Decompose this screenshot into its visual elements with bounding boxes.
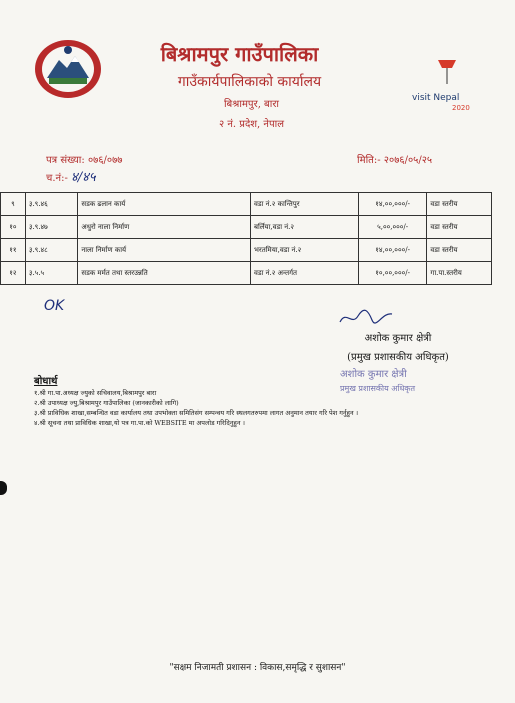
signatory-title: (प्रमुख प्रशासकीय अधिकृत) — [347, 352, 449, 363]
row-amount: १४,००,०००/- — [358, 239, 427, 262]
office-name: बिश्रामपुर गाउँपालिका — [160, 42, 319, 66]
footer-slogan: "सक्षम निजामती प्रशासन : विकास,समृद्धि र सुशासन" — [169, 663, 346, 673]
letter-number — [46, 152, 123, 166]
table-row — [1, 239, 492, 262]
row-serial: ९ — [1, 193, 26, 216]
row-amount: १४,००,०००/- — [358, 193, 427, 216]
row-serial: १२ — [1, 262, 26, 285]
dispatch-number-value: ४/४५ — [71, 170, 96, 185]
row-level: वडा स्तरीय — [427, 193, 492, 216]
letter-number-label: पत्र संख्या: — [46, 155, 85, 166]
stamp-name: अशोक कुमार क्षेत्री — [340, 369, 407, 380]
cc-item: १.श्री गा.पा.अध्यक्ष ज्युको सचिवालय,बिश्रामपुर बारा — [34, 389, 157, 397]
stamp-title: प्रमुख प्रशासकीय अधिकृत — [340, 384, 416, 393]
row-code: ३.५.५ — [25, 262, 78, 285]
row-work-title: सडक ढलान कार्य — [78, 193, 251, 216]
row-location: बर्लिया,वडा नं.२ — [250, 216, 358, 239]
row-location: वडा नं.२ कान्तिपुर — [250, 193, 358, 216]
row-code: ३.९.४८ — [25, 239, 78, 262]
letter-date-label: मिति:- — [357, 155, 381, 166]
row-serial: १० — [1, 216, 26, 239]
visit-logo-year: 2020 — [452, 104, 470, 112]
signatory-name: अशोक कुमार क्षेत्री — [364, 333, 432, 344]
works-table — [0, 192, 492, 285]
row-amount: १०,००,०००/- — [358, 262, 427, 285]
visit-nepal-logo — [408, 54, 488, 114]
row-location: भरतमिया,वडा नं.२ — [250, 239, 358, 262]
letter-date — [357, 152, 432, 166]
dispatch-number — [46, 167, 96, 185]
cc-item: २.श्री उपाध्यक्ष ज्यु,बिश्रामपुर गाउँपालिका (जानकारीको लागि) — [34, 399, 179, 407]
visit-logo-text: visit Nepal — [412, 93, 460, 103]
cc-item: ४.श्री सूचना तथा प्राविधिक शाखा,यो पत्र गा.पा.को WEBSITE मा अपलोड गरिदिनुहुन । — [34, 419, 245, 427]
dispatch-number-label: च.नं:- — [46, 173, 68, 184]
handwritten-mark: OK — [44, 298, 65, 314]
row-serial: ११ — [1, 239, 26, 262]
table-row — [1, 262, 492, 285]
row-work-title: अधुरो नाला निर्माण — [78, 216, 251, 239]
row-code: ३.९.४६ — [25, 193, 78, 216]
row-amount: ५,००,०००/- — [358, 216, 427, 239]
letter-date-value: २०७६/०५/२५ — [383, 155, 433, 166]
office-type: गाउँकार्यपालिकाको कार्यालय — [177, 74, 322, 90]
office-province: २ नं. प्रदेश, नेपाल — [218, 119, 285, 130]
cc-list — [34, 388, 474, 428]
punch-hole-mark — [0, 481, 7, 495]
table-row — [1, 193, 492, 216]
row-location: वडा नं.२ अन्तर्गत — [250, 262, 358, 285]
office-place: बिश्रामपुर, बारा — [223, 99, 280, 110]
cc-item: ३.श्री प्राविधिक शाखा,सम्बन्धित वडा कार्यालय तथा उपभोक्ता समितिसंग सम्पन्वय गरि स्थलगतरुपमा लागत अनुमान तयार गरि पेश गर्नुहुन । — [34, 409, 359, 417]
table-row — [1, 216, 492, 239]
row-level: वडा स्तरीय — [427, 239, 492, 262]
row-work-title: सडक मर्मत तथा स्तरउन्नति — [78, 262, 251, 285]
letter-number-value: ०७६/०७७ — [87, 155, 123, 166]
row-level: वडा स्तरीय — [427, 216, 492, 239]
row-work-title: नाला निर्माण कार्य — [78, 239, 251, 262]
cc-heading: बोधार्थ — [34, 376, 58, 387]
row-level: गा.पा.स्तरीय — [427, 262, 492, 285]
row-code: ३.९.४७ — [25, 216, 78, 239]
signature-scribble — [338, 306, 394, 328]
